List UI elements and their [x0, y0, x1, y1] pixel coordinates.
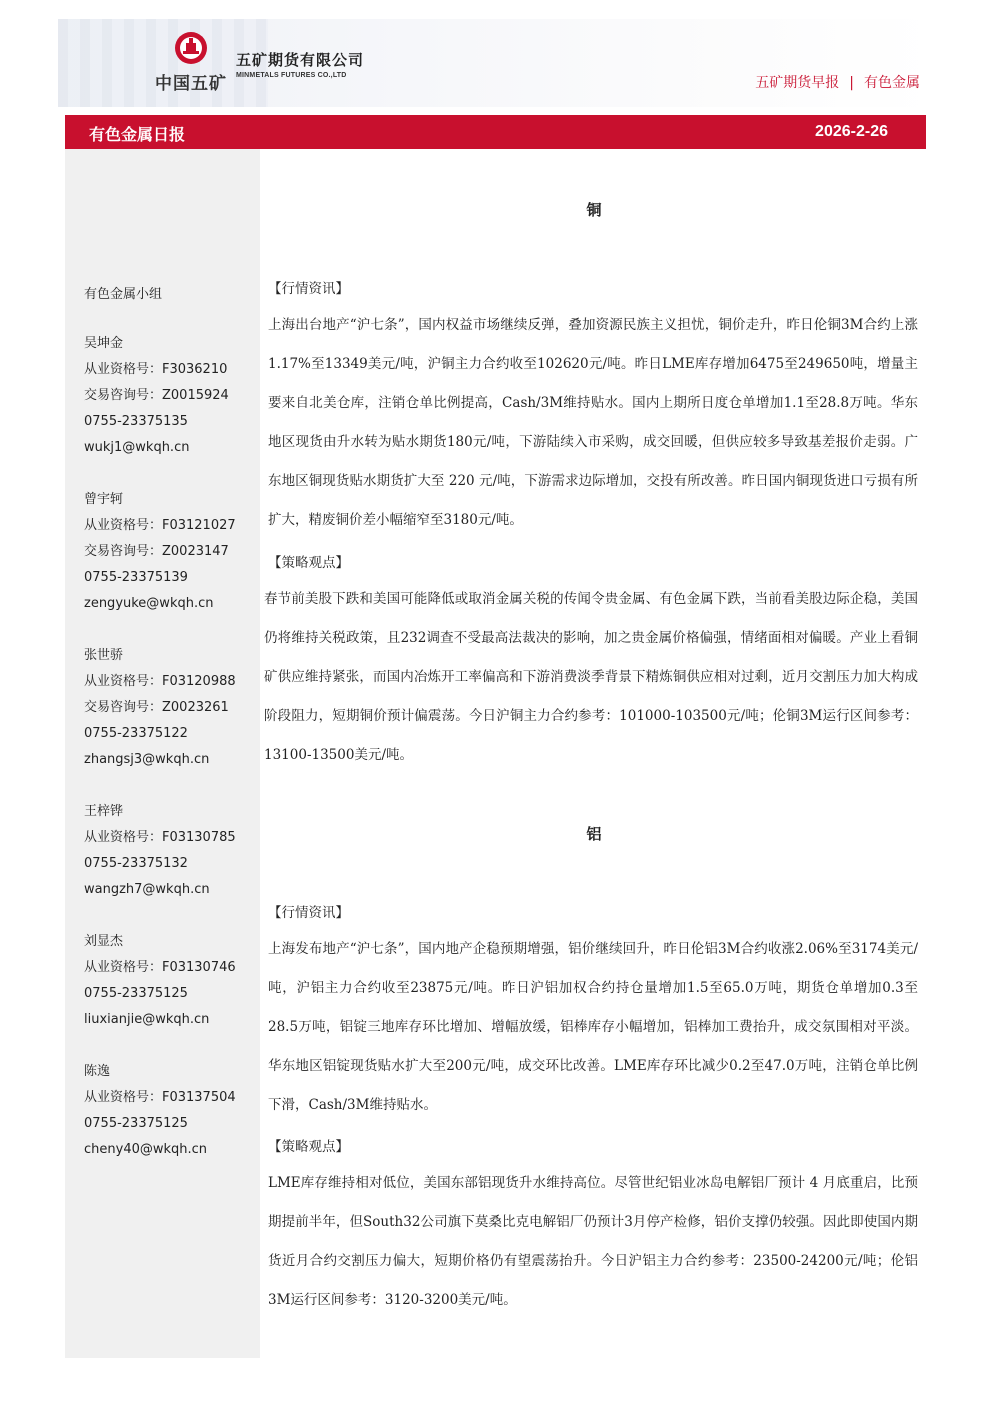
analyst-email: wukj1@wkqh.cn [84, 440, 190, 455]
aluminium-strategy-view: LME库存维持相对低位，美国东部铝现货升水维持高位。尽管世纪铝业冰岛电解铝厂预计 4 月底重启，比预期提前半年，但South32公司旗下莫桑比克电解铝厂仍预计3月停产检修，铝价支撑仍较强。因此即使国内期货近月合约交割压力偏大，短期价格仍有望震荡抬升。今日沪铝主力合约参考：23500-24200元/吨；伦铝3M运行区间参考：3120-3200美元/吨。 [268, 1175, 918, 1308]
analyst-advisory-id: 交易咨询号：Z0023147 [84, 544, 229, 559]
analyst-advisory-id: 交易咨询号：Z0023261 [84, 700, 229, 715]
analyst-email: zhangsj3@wkqh.cn [84, 752, 210, 767]
analyst-card [84, 643, 236, 773]
analyst-card [84, 799, 236, 903]
company-name [236, 49, 364, 79]
team-name: 有色金属小组 [84, 287, 163, 302]
analyst-card [84, 929, 236, 1033]
analyst-sidebar [65, 149, 260, 1358]
company-name-en: MINMETALS FUTURES CO.,LTD [236, 72, 347, 79]
analyst-name: 陈逸 [84, 1064, 111, 1079]
market-info-tag: 【行情资讯】 [268, 281, 349, 297]
analyst-advisory-id: 交易咨询号：Z0015924 [84, 388, 229, 403]
analyst-email: cheny40@wkqh.cn [84, 1142, 208, 1157]
report-date: 2026-2-26 [815, 123, 888, 140]
category-label: 有色金属 [864, 75, 920, 91]
company-logo [146, 31, 236, 94]
copper-strategy-view: 春节前美股下跌和美国可能降低或取消金属关税的传闻令贵金属、有色金属下跌，当前看美股边际企稳，美国仍将维持关税政策，且232调查不受最高法裁决的影响，加之贵金属价格偏强，情绪面相对偏暖。产业上看铜矿供应维持紧张，而国内冶炼开工率偏高和下游消费淡季背景下精炼铜供应相对过剩，近月交割压力加大构成阶段阻力，短期铜价预计偏震荡。今日沪铜主力合约参考：101000-103500元/吨；伦铜3M运行区间参考：13100-13500美元/吨。 [264, 591, 918, 763]
header-separator: | [849, 75, 854, 91]
analyst-license: 从业资格号：F03130785 [84, 830, 236, 845]
analyst-email: wangzh7@wkqh.cn [84, 882, 210, 897]
minmetals-emblem-icon [174, 31, 208, 65]
market-info-tag: 【行情资讯】 [268, 905, 349, 921]
analyst-phone: 0755-23375135 [84, 414, 188, 429]
analyst-email: liuxianjie@wkqh.cn [84, 1012, 210, 1027]
report-series: 五矿期货早报 [755, 75, 840, 91]
analyst-card [84, 331, 229, 461]
analyst-license: 从业资格号：F03120988 [84, 674, 236, 689]
company-name-cn: 五矿期货有限公司 [236, 51, 365, 69]
report-title-bar [65, 115, 926, 149]
analyst-phone: 0755-23375125 [84, 986, 188, 1001]
analyst-license: 从业资格号：F03121027 [84, 518, 236, 533]
report-category [755, 72, 920, 92]
analyst-phone: 0755-23375132 [84, 856, 188, 871]
copper-market-info: 上海出台地产“沪七条”，国内权益市场继续反弹，叠加资源民族主义担忧，铜价走升，昨日伦铜3M合约上涨1.17%至13349美元/吨，沪铜主力合约收至102620元/吨。昨日LME库存增加6475至249650吨，增量主要来自北美仓库，注销仓单比例提高，Cash/3M维持贴水。国内上期所日度仓单增加1.1至28.8万吨。华东地区现货由升水转为贴水期货180元/吨，下游陆续入市采购，成交回暖，但供应较多导致基差报价走弱。广东地区铜现货贴水期货扩大至 220 元/吨，下游需求边际增加，交投有所改善。昨日国内铜现货进口亏损有所扩大，精废铜价差小幅缩窄至3180元/吨。 [268, 317, 918, 528]
analyst-card [84, 1059, 236, 1163]
strategy-tag: 【策略观点】 [268, 555, 349, 571]
report-title: 有色金属日报 [89, 125, 186, 144]
section-title-copper: 铜 [586, 201, 602, 219]
analyst-name: 刘显杰 [84, 934, 124, 949]
strategy-tag: 【策略观点】 [268, 1139, 349, 1155]
analyst-license: 从业资格号：F3036210 [84, 362, 228, 377]
analyst-name: 王梓铧 [84, 804, 124, 819]
analyst-name: 张世骄 [84, 648, 124, 663]
section-title-aluminium: 铝 [586, 825, 602, 843]
analyst-license: 从业资格号：F03130746 [84, 960, 236, 975]
analyst-email: zengyuke@wkqh.cn [84, 596, 214, 611]
analyst-phone: 0755-23375139 [84, 570, 188, 585]
logo-text: 中国五矿 [155, 74, 227, 94]
analyst-phone: 0755-23375125 [84, 1116, 188, 1131]
aluminium-market-info: 上海发布地产“沪七条”，国内地产企稳预期增强，铝价继续回升，昨日伦铝3M合约收涨2.06%至3174美元/吨，沪铝主力合约收至23875元/吨。昨日沪铝加权合约持仓量增加1.5至65.0万吨，期货仓单增加0.3至28.5万吨，铝锭三地库存环比增加、增幅放缓，铝棒库存小幅增加，铝棒加工费抬升，成交氛围相对平淡。华东地区铝锭现货贴水扩大至200元/吨，成交环比改善。LME库存环比减少0.2至47.0万吨，注销仓单比例下滑，Cash/3M维持贴水。 [268, 941, 918, 1113]
analyst-card [84, 487, 236, 617]
analyst-license: 从业资格号：F03137504 [84, 1090, 236, 1105]
analyst-name: 曾宇轲 [84, 492, 124, 507]
analyst-phone: 0755-23375122 [84, 726, 188, 741]
report-header [58, 19, 936, 107]
analyst-name: 吴坤金 [84, 336, 124, 351]
